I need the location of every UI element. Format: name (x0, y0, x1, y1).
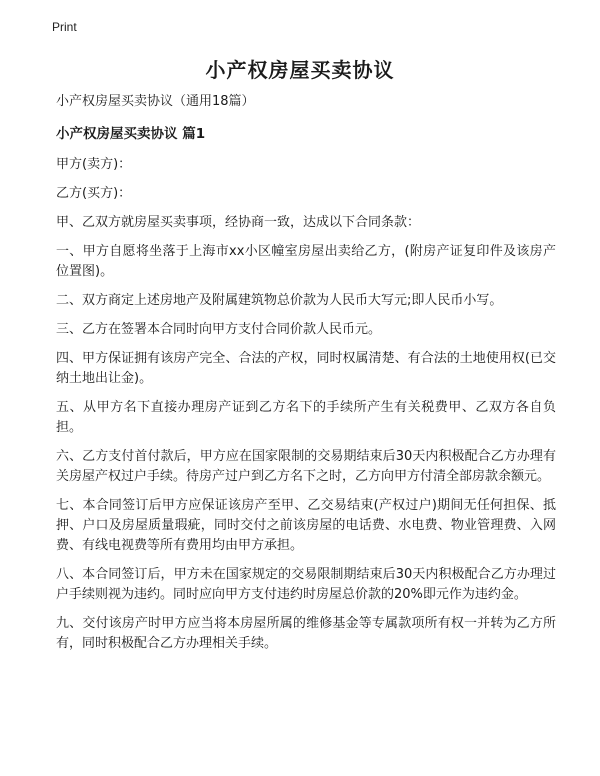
clause-5: 五、从甲方名下直接办理房产证到乙方名下的手续所产生有关税费甲、乙双方各自负担。 (56, 400, 556, 435)
section-heading: 小产权房屋买卖协议 篇1 (56, 126, 206, 142)
clause-8: 八、本合同签订后，甲方未在国家规定的交易限制期结束后30天内积极配合乙方办理过户手续则视为违约。同时应向甲方支付违约时房屋总价款的20%即元作为违约金。 (56, 567, 556, 602)
clause-3: 三、乙方在签署本合同时向甲方支付合同价款人民币元。 (56, 322, 382, 337)
document-body (56, 92, 556, 663)
clause-9: 九、交付该房产时甲方应当将本房屋所属的维修基金等专属款项所有权一并转为乙方所有，同时积极配合乙方办理相关手续。 (56, 616, 556, 651)
party-b-line: 乙方(买方)： (56, 186, 132, 201)
clause-7: 七、本合同签订后甲方应保证该房产至甲、乙交易结束(产权过户)期间无任何担保、抵押、户口及房屋质量瑕疵，同时交付之前该房屋的电话费、水电费、物业管理费、入网费、有线电视费等所有费用均由甲方承担。 (56, 498, 556, 553)
document-subtitle: 小产权房屋买卖协议（通用18篇） (56, 94, 255, 109)
clause-2: 二、双方商定上述房地产及附属建筑物总价款为人民币大写元;即人民币小写。 (56, 293, 503, 308)
document-title: 小产权房屋买卖协议 (205, 58, 395, 82)
clause-4: 四、甲方保证拥有该房产完全、合法的产权，同时权属清楚、有合法的土地使用权(已交纳土地出让金)。 (56, 351, 556, 386)
party-a-line: 甲方(卖方)： (56, 157, 132, 172)
agreement-intro: 甲、乙双方就房屋买卖事项，经协商一致，达成以下合同条款： (56, 215, 421, 230)
clause-6: 六、乙方支付首付款后，甲方应在国家限制的交易期结束后30天内积极配合乙方办理有关房屋产权过户手续。待房产过户到乙方名下之时，乙方向甲方付清全部房款余额元。 (56, 449, 556, 484)
print-label[interactable]: Print (52, 20, 77, 34)
clause-1: 一、甲方自愿将坐落于上海市xx小区幢室房屋出卖给乙方，(附房产证复印件及该房产位置图)。 (56, 244, 556, 279)
